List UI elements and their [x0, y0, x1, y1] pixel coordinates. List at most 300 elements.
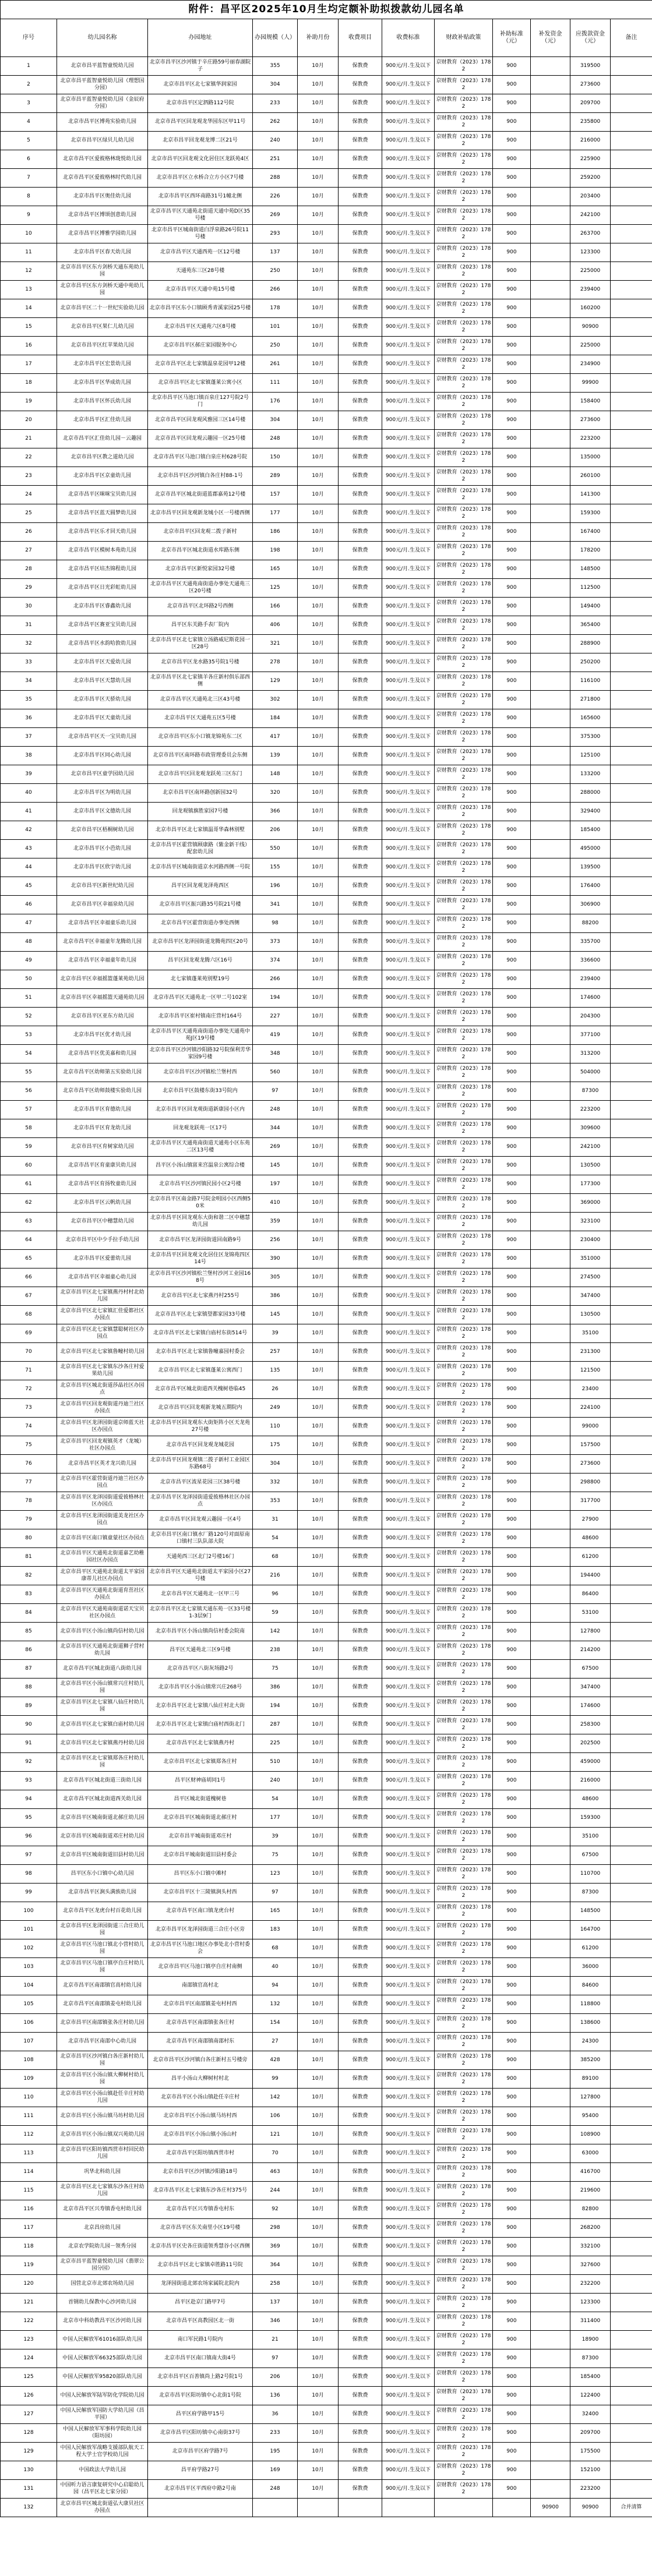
- table-row: [1, 243, 652, 262]
- table-row: [1, 765, 652, 784]
- cell: 10月: [298, 1436, 339, 1455]
- cell: 23400: [570, 1380, 611, 1399]
- cell: 177300: [570, 1175, 611, 1194]
- cell: 900: [493, 1119, 531, 1138]
- cell: 9: [1, 206, 57, 225]
- cell: 10月: [298, 1063, 339, 1082]
- cell: 北京市昌平区北七家镇白庙村东街514号: [148, 1324, 253, 1343]
- cell: 北京市昌平区马池口镇亭自庄村南侧: [148, 1958, 253, 1977]
- table-row: [1, 803, 652, 821]
- cell: 900: [493, 1436, 531, 1455]
- cell: 保教费: [339, 877, 382, 896]
- cell: 10月: [298, 113, 339, 132]
- cell: 10月: [298, 2312, 339, 2331]
- cell: 416700: [570, 2163, 611, 2182]
- cell: 10月: [298, 1865, 339, 1884]
- cell: [531, 560, 570, 579]
- cell: 10月: [298, 2387, 339, 2405]
- table-row: [1, 672, 652, 691]
- cell: 463: [253, 2163, 298, 2182]
- cell: 10月: [298, 821, 339, 840]
- cell: 900: [493, 2405, 531, 2424]
- cell: 北京市昌平区龙泽园街道三合庄小区旁: [148, 1921, 253, 1939]
- cell: 北京市昌平区沙河镇白各庄村88-1号: [148, 467, 253, 486]
- cell: 900元/月.生及以下: [382, 1324, 435, 1343]
- cell: 256: [253, 1231, 298, 1250]
- cell: 81: [1, 1548, 57, 1567]
- cell: 保教费: [339, 1455, 382, 1473]
- cell: 北京市昌平区南邵镇姜屯村村西: [148, 1995, 253, 2014]
- cell: [339, 2499, 382, 2517]
- cell: 127800: [570, 2089, 611, 2107]
- cell: [531, 1511, 570, 1529]
- cell: 10月: [298, 318, 339, 337]
- cell: 京财教育（2023）1782: [435, 523, 493, 542]
- table-row: [1, 1418, 652, 1436]
- table-row: [1, 430, 652, 448]
- cell: 北京市昌平区西环南路31号1幢北侧: [148, 188, 253, 206]
- cell: 125: [253, 579, 298, 598]
- cell: 京财教育（2023）1782: [435, 243, 493, 262]
- cell: 北京市昌平区小汤山镇马坊村西: [148, 2107, 253, 2126]
- cell: 北京市昌平区平西府中路2号南: [148, 2480, 253, 2499]
- cell: 110: [253, 1418, 298, 1436]
- cell: 保教费: [339, 2294, 382, 2312]
- cell: 北京市昌平区幸福童年龙腾幼儿园: [57, 933, 148, 952]
- cell: 341: [253, 896, 298, 914]
- cell: [531, 2256, 570, 2275]
- cell: 北京市昌平区天童幼儿园: [57, 709, 148, 728]
- cell: [611, 1679, 652, 1697]
- cell: 177: [253, 1809, 298, 1828]
- table-row: [1, 1846, 652, 1865]
- cell: 京财教育（2023）1782: [435, 765, 493, 784]
- cell: [148, 2499, 253, 2517]
- table-row: [1, 337, 652, 355]
- cell: 京财教育（2023）1782: [435, 989, 493, 1008]
- cell: 保教费: [339, 1604, 382, 1623]
- cell: 京财教育（2023）1782: [435, 1995, 493, 2014]
- cell: 145: [253, 1306, 298, 1324]
- cell: 65: [1, 1250, 57, 1268]
- cell: 900元/月.生及以下: [382, 2349, 435, 2368]
- cell: 149400: [570, 598, 611, 616]
- table-row: [1, 989, 652, 1008]
- cell: 99: [1, 1884, 57, 1902]
- cell: 北京市中科幼教昌平区沙河幼儿园: [57, 2312, 148, 2331]
- cell: [611, 318, 652, 337]
- cell: 900元/月.生及以下: [382, 1716, 435, 1734]
- cell: 京财教育（2023）1782: [435, 1026, 493, 1045]
- cell: [611, 393, 652, 411]
- cell: 北京市昌平区北七家镇汇佳爱都社区办园点: [57, 1306, 148, 1324]
- cell: 13: [1, 281, 57, 299]
- cell: 900元/月.生及以下: [382, 1436, 435, 1455]
- cell: 北京市昌平区天通苑北街道狮子营村幼儿园: [57, 1641, 148, 1660]
- cell: 329400: [570, 803, 611, 821]
- cell: 北京市昌平区天通西苑一区12号楼: [148, 243, 253, 262]
- cell: 10月: [298, 467, 339, 486]
- cell: 900: [493, 542, 531, 560]
- cell: 北京市昌平区天慧幼儿园: [57, 672, 148, 691]
- cell: [611, 337, 652, 355]
- column-header-3: 办园规模（人）: [253, 19, 298, 57]
- cell: 20: [1, 411, 57, 430]
- cell: [611, 933, 652, 952]
- cell: 北京市昌平区育扬牧童幼儿园: [57, 1175, 148, 1194]
- cell: 495000: [570, 840, 611, 858]
- cell: [611, 113, 652, 132]
- cell: [531, 448, 570, 467]
- cell: [611, 57, 652, 76]
- cell: 900: [493, 1716, 531, 1734]
- cell: 900元/月.生及以下: [382, 206, 435, 225]
- cell: 北京市昌平区百善镇尚上路2号院1号: [148, 2368, 253, 2387]
- cell: 230400: [570, 1231, 611, 1250]
- cell: 中国政法大学幼儿园: [57, 2461, 148, 2480]
- cell: 82: [1, 1567, 57, 1585]
- cell: 18: [1, 374, 57, 393]
- cell: 京财教育（2023）1782: [435, 2405, 493, 2424]
- cell: [531, 2107, 570, 2126]
- cell: 900元/月.生及以下: [382, 728, 435, 747]
- cell: 北京市昌平区小汤山镇赴任辛庄村: [148, 2089, 253, 2107]
- cell: 北京市昌平区南金路7号院金明园小区西侧50米: [148, 1194, 253, 1213]
- cell: [611, 1362, 652, 1380]
- cell: 京财教育（2023）1782: [435, 150, 493, 169]
- cell: 10月: [298, 616, 339, 635]
- cell: 10月: [298, 914, 339, 933]
- cell: [611, 2275, 652, 2294]
- cell: 900: [493, 1809, 531, 1828]
- cell: 11: [1, 243, 57, 262]
- cell: 178200: [570, 542, 611, 560]
- cell: 900元/月.生及以下: [382, 467, 435, 486]
- cell: [611, 970, 652, 989]
- cell: [611, 2126, 652, 2144]
- table-header-row: [1, 19, 652, 57]
- cell: 北京市昌平区天通苑南街道诺天宝贝社区办园点: [57, 1604, 148, 1623]
- cell: 138600: [570, 2014, 611, 2033]
- cell: 288: [253, 169, 298, 188]
- cell: 北京市昌平城南街道旧县村委会: [148, 1846, 253, 1865]
- cell: [611, 2405, 652, 2424]
- cell: 260100: [570, 467, 611, 486]
- cell: 京财教育（2023）1782: [435, 2070, 493, 2089]
- cell: 保教费: [339, 374, 382, 393]
- cell: 33: [1, 653, 57, 672]
- cell: 京财教育（2023）1782: [435, 1231, 493, 1250]
- cell: 353: [253, 1492, 298, 1511]
- cell: 北京市昌平区育树家幼儿园: [57, 1138, 148, 1157]
- cell: [611, 2349, 652, 2368]
- cell: 北京市昌平区京童幼儿园: [57, 467, 148, 486]
- cell: [611, 2368, 652, 2387]
- cell: 北京市昌平区龙泽园街道爱彼格林社区办园点: [57, 1492, 148, 1511]
- cell: 900: [493, 225, 531, 243]
- cell: 183: [253, 1921, 298, 1939]
- cell: 北京市昌平蓝智童悦幼儿园（理想国分园）: [57, 76, 148, 94]
- cell: 164700: [570, 1921, 611, 1939]
- cell: 106: [253, 2107, 298, 2126]
- cell: 京财教育（2023）1782: [435, 933, 493, 952]
- cell: 113: [1, 2144, 57, 2163]
- cell: 北京市昌平区北七家镇温哥华森林别墅: [148, 821, 253, 840]
- cell: 97: [253, 2349, 298, 2368]
- cell: 70: [253, 2144, 298, 2163]
- cell: 406: [253, 616, 298, 635]
- cell: 保教费: [339, 1306, 382, 1324]
- cell: 336600: [570, 952, 611, 970]
- cell: 北京市昌平区天通苑南街道办事处天通苑中苑J区19号楼: [148, 1026, 253, 1045]
- table-row: [1, 504, 652, 523]
- cell: [611, 430, 652, 448]
- cell: 京财教育（2023）1782: [435, 1138, 493, 1157]
- cell: 323100: [570, 1213, 611, 1231]
- cell: [435, 2499, 493, 2517]
- cell: 京财教育（2023）1782: [435, 2182, 493, 2200]
- cell: 10月: [298, 299, 339, 318]
- cell: 302: [253, 691, 298, 709]
- cell: 900元/月.生及以下: [382, 1753, 435, 1772]
- cell: 35100: [570, 1828, 611, 1846]
- table-row: [1, 1809, 652, 1828]
- cell: 10月: [298, 1473, 339, 1492]
- cell: 900元/月.生及以下: [382, 1063, 435, 1082]
- cell: 900元/月.生及以下: [382, 2294, 435, 2312]
- table-row: [1, 1175, 652, 1194]
- cell: 900元/月.生及以下: [382, 374, 435, 393]
- cell: 900: [493, 2238, 531, 2256]
- cell: [531, 2275, 570, 2294]
- cell: 900: [493, 2368, 531, 2387]
- cell: 保教费: [339, 2144, 382, 2163]
- cell: 保教费: [339, 1529, 382, 1548]
- cell: 10月: [298, 57, 339, 76]
- table-row: [1, 747, 652, 765]
- cell: 北京市昌平区高教园区北一街: [148, 2312, 253, 2331]
- cell: 北京市昌平区北七家镇蓬莱公寓西门: [148, 1362, 253, 1380]
- cell: 900: [493, 747, 531, 765]
- cell: 26: [253, 1380, 298, 1399]
- cell: 900: [493, 1828, 531, 1846]
- cell: 900: [493, 1958, 531, 1977]
- cell: [531, 281, 570, 299]
- table-row: [1, 1716, 652, 1734]
- cell: 209700: [570, 2424, 611, 2443]
- cell: 京财教育（2023）1782: [435, 1865, 493, 1884]
- cell: 北京市昌平区马池口镇亭自庄村幼儿园: [57, 1958, 148, 1977]
- cell: 10月: [298, 374, 339, 393]
- cell: 京财教育（2023）1782: [435, 2051, 493, 2070]
- cell: 900: [493, 1753, 531, 1772]
- cell: 北京市昌平蓝智童悦幼儿园: [57, 57, 148, 76]
- cell: [611, 1734, 652, 1753]
- cell: [611, 2182, 652, 2200]
- cell: 昌平区小汤山镇富来宫温泉公寓综合楼: [148, 1157, 253, 1175]
- cell: [531, 1828, 570, 1846]
- cell: 北京市昌平城南街道邓庄村: [148, 1828, 253, 1846]
- cell: 保教费: [339, 1511, 382, 1529]
- cell: [611, 281, 652, 299]
- cell: [531, 840, 570, 858]
- cell: 10月: [298, 76, 339, 94]
- table-row: [1, 1343, 652, 1362]
- cell: 保教费: [339, 1772, 382, 1790]
- cell: 96: [253, 1585, 298, 1604]
- cell: 198: [253, 542, 298, 560]
- cell: 保教费: [339, 1101, 382, 1119]
- cell: 10月: [298, 355, 339, 374]
- cell: 61: [1, 1175, 57, 1194]
- cell: 保教费: [339, 243, 382, 262]
- cell: 北京市昌平区春天幼儿园: [57, 243, 148, 262]
- table-row: [1, 653, 652, 672]
- cell: [531, 1492, 570, 1511]
- cell: 900: [493, 2387, 531, 2405]
- cell: 京财教育（2023）1782: [435, 1679, 493, 1697]
- cell: 110: [1, 2089, 57, 2107]
- cell: 900: [493, 1585, 531, 1604]
- cell: 北京市昌平区汇佳幼儿园: [57, 411, 148, 430]
- cell: [531, 858, 570, 877]
- cell: 保教费: [339, 1138, 382, 1157]
- cell: 10月: [298, 1641, 339, 1660]
- cell: 31: [253, 1511, 298, 1529]
- table-row: [1, 411, 652, 430]
- column-header-1: 幼儿园名称: [57, 19, 148, 57]
- table-row: [1, 2070, 652, 2089]
- cell: 北京市昌平区南邵镇官高村幼儿园: [57, 1977, 148, 1995]
- cell: 900元/月.生及以下: [382, 2107, 435, 2126]
- cell: 900元/月.生及以下: [382, 1418, 435, 1436]
- cell: 288900: [570, 635, 611, 653]
- cell: [531, 672, 570, 691]
- table-row: [1, 2443, 652, 2461]
- cell: 900: [493, 132, 531, 150]
- cell: 10月: [298, 2256, 339, 2275]
- cell: 900元/月.生及以下: [382, 1902, 435, 1921]
- cell: 158400: [570, 393, 611, 411]
- cell: 保教费: [339, 2443, 382, 2461]
- cell: 97: [253, 1082, 298, 1101]
- cell: 54: [1, 1045, 57, 1063]
- cell: [611, 1772, 652, 1790]
- cell: 900: [493, 1529, 531, 1548]
- cell: [611, 1194, 652, 1213]
- cell: 北京市昌平区龙泽园街道爱彼格林社区办园点: [148, 1492, 253, 1511]
- cell: [611, 2144, 652, 2163]
- cell: [531, 2368, 570, 2387]
- cell: 257: [253, 1343, 298, 1362]
- cell: 10月: [298, 784, 339, 803]
- cell: 北京市昌平回龙观龙博二区21号: [148, 132, 253, 150]
- cell: 北京市昌平区兴寿镇香屯村东: [148, 2200, 253, 2219]
- cell: 10月: [298, 2424, 339, 2443]
- cell: [531, 1436, 570, 1455]
- cell: 417: [253, 728, 298, 747]
- cell: 900: [493, 1213, 531, 1231]
- cell: 40: [1, 784, 57, 803]
- cell: 900: [493, 2014, 531, 2033]
- cell: 天通苑西三区北门2号楼16门: [148, 1548, 253, 1567]
- cell: 10月: [298, 1418, 339, 1436]
- cell: 京财教育（2023）1782: [435, 2461, 493, 2480]
- cell: [531, 1995, 570, 2014]
- cell: 900: [493, 709, 531, 728]
- table-row: [1, 2312, 652, 2331]
- cell: 900元/月.生及以下: [382, 1231, 435, 1250]
- cell: 176400: [570, 877, 611, 896]
- cell: 保教费: [339, 2275, 382, 2294]
- cell: 北京市昌平区东小口镇顾秀青溪家园25号楼: [148, 299, 253, 318]
- cell: 北京市昌平区教之道幼儿园: [57, 448, 148, 467]
- table-row: [1, 150, 652, 169]
- cell: 保教费: [339, 1082, 382, 1101]
- cell: 10月: [298, 952, 339, 970]
- cell: [611, 2107, 652, 2126]
- cell: [611, 2219, 652, 2238]
- cell: 保教费: [339, 1567, 382, 1585]
- cell: 74: [1, 1418, 57, 1436]
- cell: 900元/月.生及以下: [382, 1529, 435, 1548]
- table-row: [1, 1287, 652, 1306]
- cell: 保教费: [339, 2480, 382, 2499]
- cell: 合并清算: [611, 2499, 652, 2517]
- cell: 京财教育（2023）1782: [435, 1268, 493, 1287]
- cell: [531, 1287, 570, 1306]
- cell: 90900: [570, 2499, 611, 2517]
- cell: [531, 1697, 570, 1716]
- cell: 北京市昌平区南环路市政管理委员会东侧: [148, 747, 253, 765]
- cell: 京财教育（2023）1782: [435, 542, 493, 560]
- table-row: [1, 1977, 652, 1995]
- cell: 263700: [570, 225, 611, 243]
- cell: 京财教育（2023）1782: [435, 784, 493, 803]
- cell: 昌平区回龙观龙泽苑西区: [148, 877, 253, 896]
- cell: 160200: [570, 299, 611, 318]
- cell: 中国人民解放军国防大学幼儿园（昌平园）: [57, 2405, 148, 2424]
- cell: 京财教育（2023）1782: [435, 952, 493, 970]
- cell: 10月: [298, 132, 339, 150]
- cell: 京财教育（2023）1782: [435, 672, 493, 691]
- cell: [531, 57, 570, 76]
- table-row: [1, 467, 652, 486]
- cell: 10月: [298, 1399, 339, 1418]
- cell: 900元/月.生及以下: [382, 2331, 435, 2349]
- table-row: [1, 896, 652, 914]
- cell: 昌平府学路27号: [148, 2461, 253, 2480]
- cell: 369: [253, 2238, 298, 2256]
- cell: 10月: [298, 2238, 339, 2256]
- cell: 900: [493, 1324, 531, 1343]
- cell: [611, 374, 652, 393]
- cell: 10月: [298, 1306, 339, 1324]
- cell: [531, 1716, 570, 1734]
- cell: 108900: [570, 2126, 611, 2144]
- cell: 206: [253, 2368, 298, 2387]
- cell: 保教费: [339, 989, 382, 1008]
- cell: 北京市昌平区史各庄街道领秀慧谷小区西侧: [148, 2238, 253, 2256]
- cell: [531, 2144, 570, 2163]
- cell: 10月: [298, 1194, 339, 1213]
- cell: 京财教育（2023）1782: [435, 1529, 493, 1548]
- cell: 248: [253, 2480, 298, 2499]
- cell: 900元/月.生及以下: [382, 2014, 435, 2033]
- cell: 京财教育（2023）1782: [435, 2107, 493, 2126]
- cell: 900: [493, 840, 531, 858]
- cell: 10月: [298, 1604, 339, 1623]
